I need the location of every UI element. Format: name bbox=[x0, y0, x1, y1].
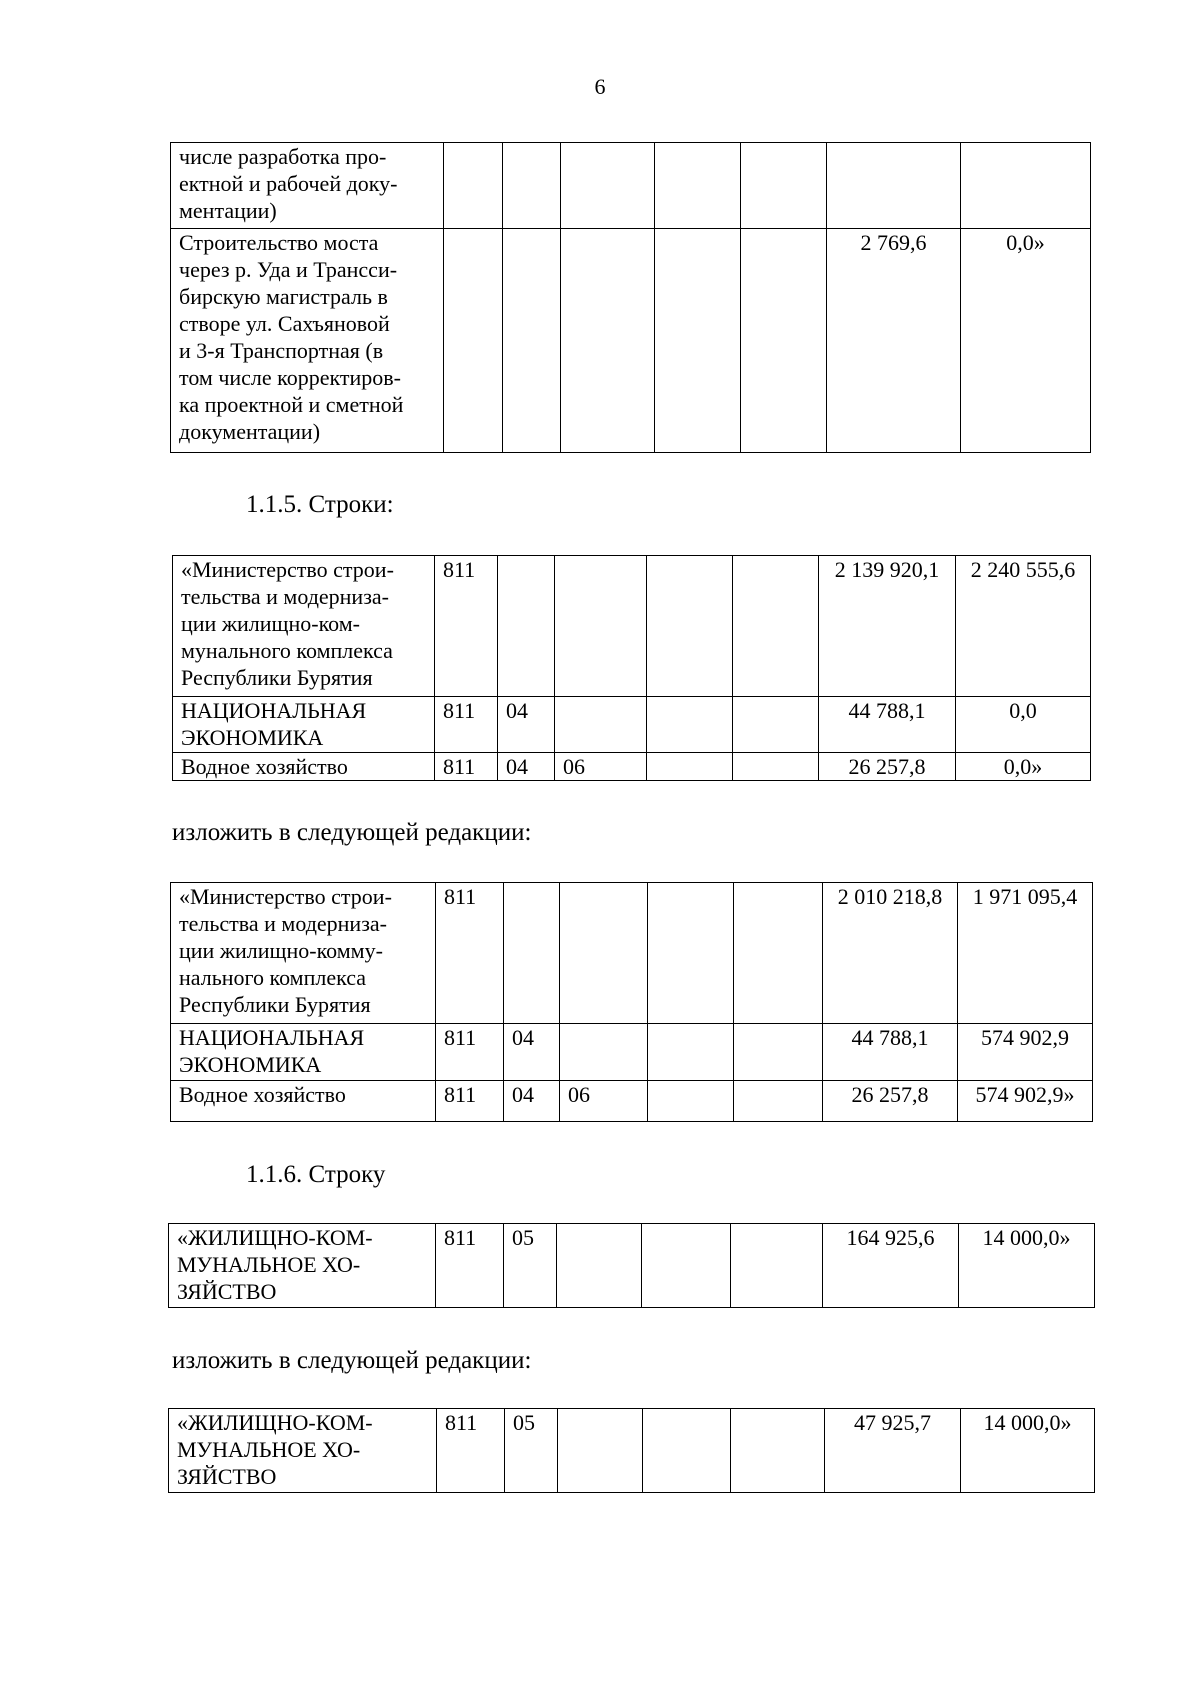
row-name-line: Водное хозяйство bbox=[179, 1082, 346, 1107]
row-name-line: НАЦИОНАЛЬНАЯ bbox=[181, 698, 367, 723]
code-cell-c3 bbox=[555, 697, 647, 753]
row-name-line: ЗЯЙСТВО bbox=[177, 1279, 277, 1304]
section-heading-1-1-6: 1.1.6. Строку bbox=[246, 1161, 386, 1188]
row-name-line: створе ул. Сахъяновой bbox=[179, 311, 390, 336]
row-name-cell bbox=[171, 143, 444, 229]
code-cell-c2: 04 bbox=[504, 1081, 560, 1122]
edit-instruction-1: изложить в следующей редакции: bbox=[172, 819, 532, 846]
row-name-line: МУНАЛЬНОЕ ХО- bbox=[177, 1437, 361, 1462]
code-cell-c1 bbox=[444, 143, 503, 229]
code-cell-c5 bbox=[731, 1409, 825, 1493]
row-name-cell bbox=[173, 697, 435, 753]
amount-cell-v2: 14 000,0» bbox=[961, 1409, 1095, 1493]
code-cell-c5 bbox=[734, 883, 823, 1024]
code-cell-c5 bbox=[741, 143, 827, 229]
budget-table-continuation bbox=[170, 142, 1091, 453]
code-cell-c3: 06 bbox=[555, 753, 647, 781]
code-cell-c5 bbox=[731, 1224, 823, 1308]
row-name-line: ектной и рабочей доку- bbox=[179, 171, 398, 196]
table-row bbox=[171, 1081, 1093, 1122]
code-cell-c4 bbox=[647, 753, 733, 781]
row-name-line: документации) bbox=[179, 419, 321, 444]
budget-table-original-lines bbox=[172, 555, 1091, 781]
row-name-line: том числе корректиров- bbox=[179, 365, 402, 390]
row-name-cell bbox=[171, 1024, 436, 1081]
code-cell-c5 bbox=[733, 556, 819, 697]
table-row bbox=[171, 883, 1093, 1024]
amount-cell-v1: 2 769,6 bbox=[827, 229, 961, 453]
amount-cell-v1: 47 925,7 bbox=[825, 1409, 961, 1493]
row-name-line: Водное хозяйство bbox=[181, 754, 348, 779]
code-cell-c2 bbox=[504, 883, 560, 1024]
amount-cell-v2 bbox=[961, 143, 1091, 229]
row-name-cell bbox=[171, 1081, 436, 1122]
code-cell-c4 bbox=[648, 883, 734, 1024]
amount-cell-v2: 1 971 095,4 bbox=[958, 883, 1093, 1024]
code-cell-c4 bbox=[647, 556, 733, 697]
row-name-line: Республики Бурятия bbox=[181, 665, 373, 690]
code-cell-c2: 04 bbox=[498, 753, 555, 781]
row-name-line: «Министерство строи- bbox=[179, 884, 392, 909]
amount-cell-v1: 164 925,6 bbox=[823, 1224, 959, 1308]
table-row bbox=[173, 556, 1091, 697]
code-cell-c2: 04 bbox=[498, 697, 555, 753]
code-cell-c4 bbox=[655, 143, 741, 229]
table-row bbox=[171, 1024, 1093, 1081]
code-cell-c1: 811 bbox=[435, 556, 498, 697]
table-row bbox=[173, 697, 1091, 753]
row-name-line: тельства и модерниза- bbox=[181, 584, 389, 609]
code-cell-c1 bbox=[444, 229, 503, 453]
table-row bbox=[171, 143, 1091, 229]
row-name-line: бирскую магистраль в bbox=[179, 284, 388, 309]
amount-cell-v1 bbox=[827, 143, 961, 229]
amount-cell-v1: 2 010 218,8 bbox=[823, 883, 958, 1024]
code-cell-c4 bbox=[647, 697, 733, 753]
code-cell-c2: 04 bbox=[504, 1024, 560, 1081]
row-name-line: Строительство моста bbox=[179, 230, 379, 255]
row-name-line: тельства и модерниза- bbox=[179, 911, 387, 936]
code-cell-c4 bbox=[642, 1224, 731, 1308]
code-cell-c3 bbox=[558, 1409, 643, 1493]
code-cell-c1: 811 bbox=[436, 1024, 504, 1081]
row-name-line: нального комплекса bbox=[179, 965, 367, 990]
row-name-line: ЗЯЙСТВО bbox=[177, 1464, 277, 1489]
row-name-line: ментации) bbox=[179, 198, 277, 223]
page-number: 6 bbox=[594, 74, 606, 99]
amount-cell-v2: 0,0» bbox=[961, 229, 1091, 453]
row-name-line: числе разработка про- bbox=[179, 144, 387, 169]
code-cell-c3 bbox=[555, 556, 647, 697]
amount-cell-v2: 0,0» bbox=[956, 753, 1091, 781]
row-name-line: и 3-я Транспортная (в bbox=[179, 338, 384, 363]
housing-table-original-line bbox=[168, 1223, 1095, 1308]
amount-cell-v2: 574 902,9 bbox=[958, 1024, 1093, 1081]
code-cell-c4 bbox=[648, 1081, 734, 1122]
code-cell-c5 bbox=[734, 1081, 823, 1122]
row-name-line: ции жилищно-комму- bbox=[179, 938, 383, 963]
amount-cell-v1: 26 257,8 bbox=[823, 1081, 958, 1122]
row-name-cell bbox=[169, 1409, 437, 1493]
code-cell-c1: 811 bbox=[436, 1224, 504, 1308]
row-name-line: МУНАЛЬНОЕ ХО- bbox=[177, 1252, 361, 1277]
code-cell-c3 bbox=[561, 229, 655, 453]
code-cell-c2 bbox=[498, 556, 555, 697]
table-row bbox=[173, 753, 1091, 781]
code-cell-c2 bbox=[503, 229, 561, 453]
code-cell-c2: 05 bbox=[504, 1224, 557, 1308]
code-cell-c1: 811 bbox=[437, 1409, 505, 1493]
row-name-line: «ЖИЛИЩНО-КОМ- bbox=[177, 1410, 373, 1435]
code-cell-c1: 811 bbox=[435, 753, 498, 781]
row-name-line: НАЦИОНАЛЬНАЯ bbox=[179, 1025, 365, 1050]
code-cell-c2 bbox=[503, 143, 561, 229]
row-name-cell bbox=[171, 883, 436, 1024]
amount-cell-v1: 44 788,1 bbox=[823, 1024, 958, 1081]
row-name-cell bbox=[173, 753, 435, 781]
section-heading-1-1-5: 1.1.5. Строки: bbox=[246, 491, 394, 518]
row-name-line: ка проектной и сметной bbox=[179, 392, 404, 417]
row-name-line: мунального комплекса bbox=[181, 638, 393, 663]
amount-cell-v2: 0,0 bbox=[956, 697, 1091, 753]
code-cell-c5 bbox=[741, 229, 827, 453]
row-name-cell bbox=[171, 229, 444, 453]
housing-table-new-line bbox=[168, 1408, 1095, 1493]
code-cell-c2: 05 bbox=[505, 1409, 558, 1493]
row-name-line: ЭКОНОМИКА bbox=[179, 1052, 322, 1077]
code-cell-c4 bbox=[643, 1409, 731, 1493]
code-cell-c3 bbox=[560, 883, 648, 1024]
code-cell-c1: 811 bbox=[436, 883, 504, 1024]
row-name-line: через р. Уда и Трансси- bbox=[179, 257, 398, 282]
amount-cell-v2: 574 902,9» bbox=[958, 1081, 1093, 1122]
code-cell-c5 bbox=[733, 697, 819, 753]
edit-instruction-2: изложить в следующей редакции: bbox=[172, 1347, 532, 1374]
amount-cell-v1: 2 139 920,1 bbox=[819, 556, 956, 697]
row-name-line: Республики Бурятия bbox=[179, 992, 371, 1017]
table-row bbox=[171, 229, 1091, 453]
row-name-line: «Министерство строи- bbox=[181, 557, 394, 582]
code-cell-c4 bbox=[648, 1024, 734, 1081]
amount-cell-v1: 44 788,1 bbox=[819, 697, 956, 753]
row-name-line: ции жилищно-ком- bbox=[181, 611, 360, 636]
row-name-cell bbox=[169, 1224, 436, 1308]
amount-cell-v2: 2 240 555,6 bbox=[956, 556, 1091, 697]
row-name-cell bbox=[173, 556, 435, 697]
code-cell-c5 bbox=[733, 753, 819, 781]
code-cell-c1: 811 bbox=[435, 697, 498, 753]
code-cell-c4 bbox=[655, 229, 741, 453]
code-cell-c5 bbox=[734, 1024, 823, 1081]
table-row bbox=[169, 1224, 1095, 1308]
budget-table-new-lines bbox=[170, 882, 1093, 1122]
code-cell-c1: 811 bbox=[436, 1081, 504, 1122]
code-cell-c3 bbox=[560, 1024, 648, 1081]
row-name-line: «ЖИЛИЩНО-КОМ- bbox=[177, 1225, 373, 1250]
amount-cell-v2: 14 000,0» bbox=[959, 1224, 1095, 1308]
code-cell-c3 bbox=[561, 143, 655, 229]
row-name-line: ЭКОНОМИКА bbox=[181, 725, 324, 750]
code-cell-c3 bbox=[557, 1224, 642, 1308]
code-cell-c3: 06 bbox=[560, 1081, 648, 1122]
amount-cell-v1: 26 257,8 bbox=[819, 753, 956, 781]
table-row bbox=[169, 1409, 1095, 1493]
